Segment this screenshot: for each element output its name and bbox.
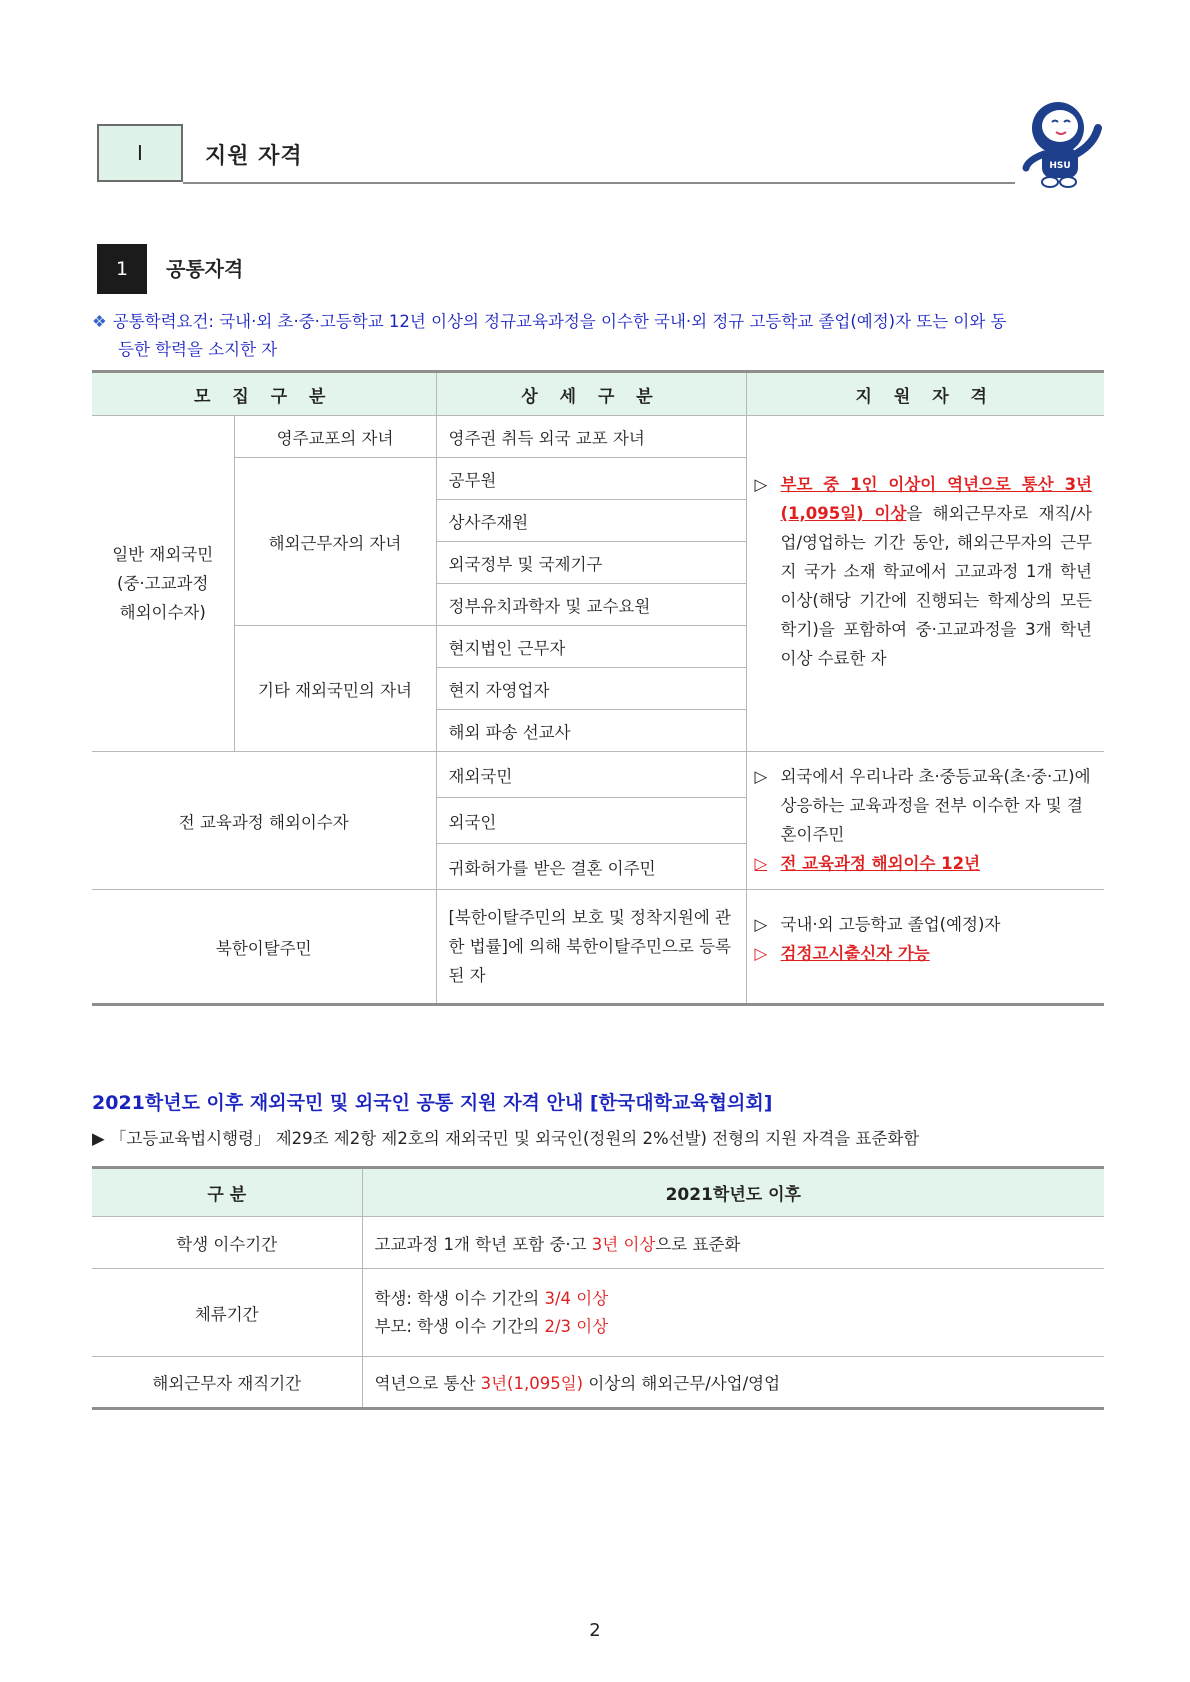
- diamond-bullet-icon: ❖: [92, 312, 107, 331]
- detail-cell: 현지 자영업자: [436, 668, 746, 710]
- eligibility-table: [92, 370, 1104, 1006]
- detail-cell: 귀화허가를 받은 결혼 이주민: [436, 844, 746, 890]
- qualification-text: 외국에서 우리나라 초·중등교육(초·중·고)에 상응하는 교육과정을 전부 이수한 자 및 결혼이주민: [780, 767, 1091, 844]
- group2-qualification: [746, 752, 1104, 890]
- group3-label: 북한이탈주민: [92, 890, 436, 1005]
- group1-sub2-label: 해외근무자의 자녀: [234, 458, 436, 626]
- subsection-title: 공통자격: [166, 257, 244, 281]
- row-label: 체류기간: [92, 1269, 362, 1357]
- mascot-logo: [1016, 96, 1116, 196]
- detail-cell: 해외 파송 선교사: [436, 710, 746, 752]
- detail-cell: 정부유치과학자 및 교수요원: [436, 584, 746, 626]
- row-value: 고교과정 1개 학년 포함 중·고 3년 이상으로 표준화: [362, 1217, 1104, 1269]
- group3-qualification: [746, 890, 1104, 1005]
- section-divider: [183, 182, 1015, 184]
- row-label: 학생 이수기간: [92, 1217, 362, 1269]
- triangle-bullet-icon: ▷: [754, 854, 768, 873]
- qualification-highlight: 전 교육과정 해외이수 12년: [780, 854, 981, 873]
- group1-sub3-label: 기타 재외국민의 자녀: [234, 626, 436, 752]
- standard-table: [92, 1166, 1104, 1410]
- detail-cell: 상사주재원: [436, 500, 746, 542]
- common-requirement: [92, 308, 1104, 364]
- detail-cell: 공무원: [436, 458, 746, 500]
- header-category: 구 분: [92, 1168, 362, 1217]
- header-recruit-type: 모 집 구 분: [92, 372, 436, 416]
- requirement-line-2: 등한 학력을 소지한 자: [118, 340, 278, 359]
- triangle-bullet-icon: ▷: [754, 915, 768, 934]
- mascot-label: HSU: [1049, 161, 1071, 171]
- qualification-highlight: 검정고시출신자 가능: [780, 944, 930, 963]
- header-after-2021: 2021학년도 이후: [362, 1168, 1104, 1217]
- group1-sub1-label: 영주교포의 자녀: [234, 416, 436, 458]
- group1-qualification: [746, 416, 1104, 752]
- section-number-box: [97, 124, 183, 182]
- header-detail-type: 상 세 구 분: [436, 372, 746, 416]
- group1-label: 일반 재외국민 (중·고교과정 해외이수자): [92, 416, 234, 752]
- detail-cell: 외국인: [436, 798, 746, 844]
- row-label: 해외근무자 재직기간: [92, 1357, 362, 1409]
- header-qualification: 지 원 자 격: [746, 372, 1104, 416]
- qualification-text: 을 해외근무자로 재직/사업/영업하는 기간 동안, 해외근무자의 근무지 국가 소재 학교에서 고교과정 1개 학년 이상(해당 기간에 진행되는 학제상의 모든 학기)을 포함하여 중·고교과정을 3개 학년 이상 수료한 자: [780, 504, 1092, 668]
- row-value: 역년으로 통산 3년(1,095일) 이상의 해외근무/사업/영업: [362, 1357, 1104, 1409]
- page-number: 2: [589, 1620, 601, 1641]
- section-number: Ⅰ: [137, 141, 143, 165]
- requirement-line-1: 공통학력요건: 국내·외 초·중·고등학교 12년 이상의 정규교육과정을 이수한 국내·외 정규 고등학교 졸업(예정)자 또는 이와 동: [112, 312, 1007, 331]
- triangle-bullet-icon: ▷: [754, 944, 768, 963]
- qualification-highlight: 부모 중 1인 이상이 역년으로 통산 3년 (1,095일) 이상: [780, 475, 1092, 523]
- triangle-bullet-icon: ▷: [754, 475, 768, 494]
- subsection-number: 1: [97, 244, 147, 294]
- triangle-bullet-icon: ▷: [754, 767, 768, 786]
- row-value: 학생: 학생 이수 기간의 3/4 이상 부모: 학생 이수 기간의 2/3 이상: [362, 1269, 1104, 1357]
- detail-cell: [북한이탈주민의 보호 및 정착지원에 관한 법률]에 의해 북한이탈주민으로 등록된 자: [436, 890, 746, 1005]
- group2-label: 전 교육과정 해외이수자: [92, 752, 436, 890]
- detail-cell: 재외국민: [436, 752, 746, 798]
- guide-subtitle: ▶ 「고등교육법시행령」 제29조 제2항 제2호의 재외국민 및 외국인(정원의 2%선발) 전형의 지원 자격을 표준화함: [92, 1129, 920, 1148]
- detail-cell: 외국정부 및 국제기구: [436, 542, 746, 584]
- qualification-text: 국내·외 고등학교 졸업(예정)자: [780, 915, 1001, 934]
- detail-cell: 영주권 취득 외국 교포 자녀: [436, 416, 746, 458]
- detail-cell: 현지법인 근무자: [436, 626, 746, 668]
- section-title: 지원 자격: [205, 144, 303, 169]
- guide-title: 2021학년도 이후 재외국민 및 외국인 공통 지원 자격 안내 [한국대학교육협의회]: [92, 1092, 773, 1114]
